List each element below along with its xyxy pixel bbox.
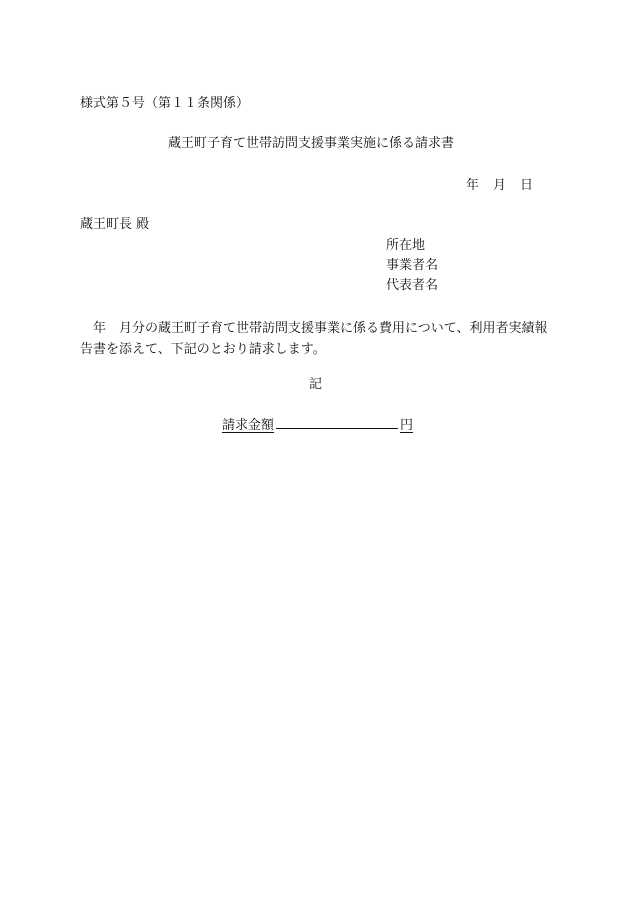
body-text: 年 月分の蔵王町子育て世帯訪問支援事業に係る費用について、利用者実績報告書を添えて、下記のとおり請求します。 (80, 321, 548, 357)
amount-unit: 円 (400, 418, 414, 433)
amount-label: 請求金額 (222, 418, 275, 433)
business-name-label: 事業者名 (386, 258, 439, 273)
date-line (466, 177, 533, 195)
year-label: 年 (466, 178, 480, 193)
ki-heading: 記 (309, 377, 323, 392)
amount-blank (276, 415, 398, 429)
location-label: 所在地 (386, 238, 426, 253)
month-label: 月 (493, 178, 507, 193)
form-number: 様式第５号（第１１条関係） (80, 96, 250, 111)
sender-block (386, 236, 438, 296)
day-label: 日 (520, 178, 534, 193)
amount-line (222, 415, 413, 435)
representative-label: 代表者名 (386, 278, 439, 293)
document-title: 蔵王町子育て世帯訪問支援事業実施に係る請求書 (168, 136, 455, 151)
addressee: 蔵王町長 殿 (80, 217, 150, 232)
